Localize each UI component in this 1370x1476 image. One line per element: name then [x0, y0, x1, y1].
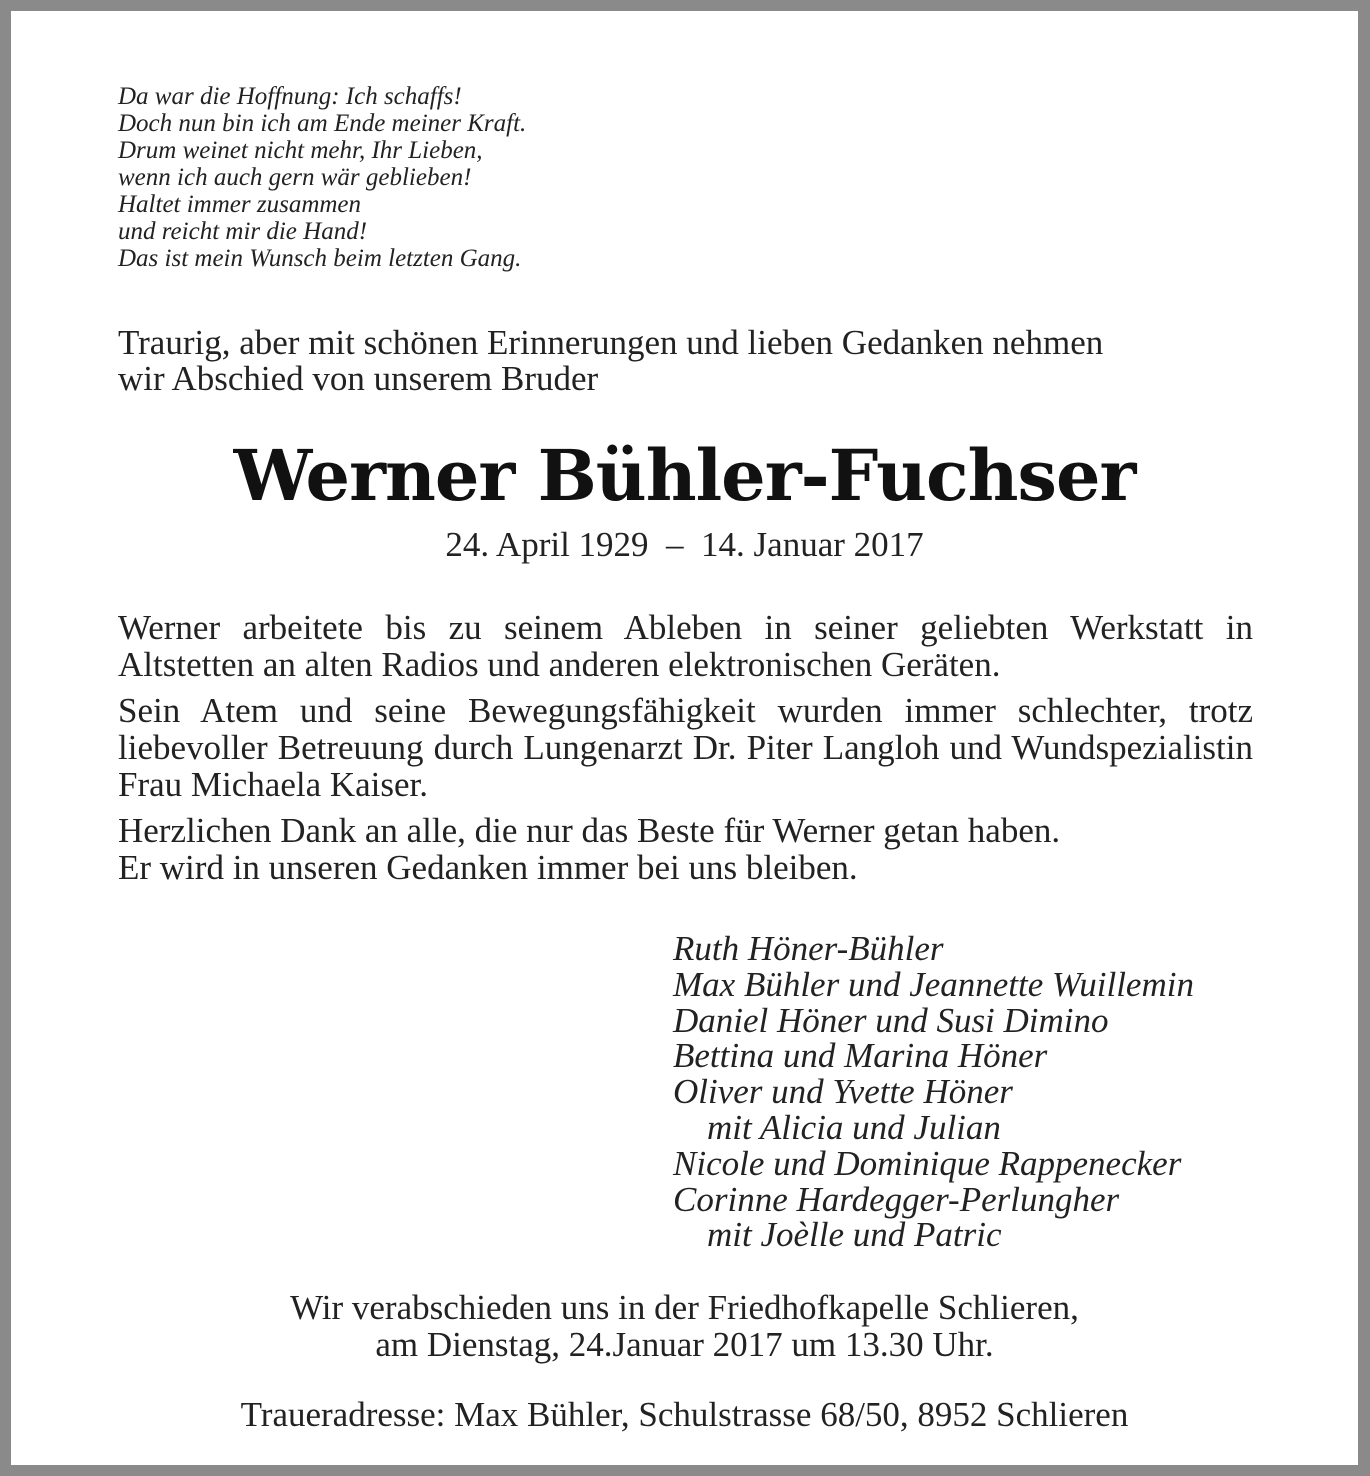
- mourner: Ruth Höner-Bühler: [673, 929, 944, 968]
- intro-line: wir Abschied von unserem Bruder: [118, 359, 599, 398]
- mourner: Max Bühler und Jeannette Wuillemin: [673, 964, 1194, 1004]
- mourners-list: [673, 931, 1313, 1253]
- mourning-address: Traueradresse: Max Bühler, Schulstrasse 68/50, 8952 Schlieren: [240, 1395, 1129, 1434]
- intro-text: [118, 325, 1253, 397]
- paragraph-care: Sein Atem und seine Bewegungsfähigkeit wurden immer schlechter, trotz liebevoller Betreuung durch Lungenarzt Dr. Piter Langloh und Wundspezialistin Frau Michaela Kaiser.: [118, 691, 1253, 804]
- obituary-sheet: [11, 11, 1358, 1465]
- mourner: Nicole und Dominique Rappenecker: [673, 1143, 1182, 1183]
- poem: [118, 83, 818, 272]
- paragraph-thanks: [118, 812, 1253, 886]
- poem-line: Haltet immer zusammen: [118, 191, 362, 218]
- intro-line: Traurig, aber mit schönen Erinnerungen und lieben Gedanken nehmen: [118, 323, 1104, 362]
- mourner-children: mit Alicia und Julian: [707, 1107, 1001, 1147]
- service-info: [11, 1289, 1358, 1363]
- poem-line: Drum weinet nicht mehr, Ihr Lieben,: [118, 137, 483, 164]
- mourner: Oliver und Yvette Höner: [673, 1072, 1013, 1112]
- mourner: Daniel Höner und Susi Dimino: [673, 1000, 1109, 1040]
- poem-line: wenn ich auch gern wär geblieben!: [118, 164, 472, 191]
- poem-line: Das ist mein Wunsch beim letzten Gang.: [118, 245, 522, 272]
- poem-line: Da war die Hoffnung: Ich schaffs!: [118, 83, 462, 110]
- service-line: Wir verabschieden uns in der Friedhofkapelle Schlieren,: [290, 1288, 1079, 1327]
- paragraph-workshop: Werner arbeitete bis zu seinem Ableben in seiner geliebten Werkstatt in Altstetten an alten Radios und anderen elektronischen Geräten.: [118, 608, 1253, 684]
- remember-line: Er wird in unseren Gedanken immer bei uns bleiben.: [118, 848, 858, 887]
- mourner-children: mit Joèlle und Patric: [707, 1215, 1002, 1255]
- poem-line: Doch nun bin ich am Ende meiner Kraft.: [118, 110, 527, 137]
- thanks-line: Herzlichen Dank an alle, die nur das Beste für Werner getan haben.: [118, 811, 1061, 850]
- life-dates: 24. April 1929 – 14. Januar 2017: [445, 525, 924, 564]
- mourner: Bettina und Marina Höner: [673, 1036, 1048, 1076]
- poem-line: und reicht mir die Hand!: [118, 218, 368, 245]
- service-line: am Dienstag, 24.Januar 2017 um 13.30 Uhr.: [375, 1325, 994, 1364]
- deceased-name: Werner Bühler-Fuchser: [233, 434, 1136, 517]
- body-text: [118, 609, 1253, 886]
- mourner: Corinne Hardegger-Perlungher: [673, 1179, 1120, 1219]
